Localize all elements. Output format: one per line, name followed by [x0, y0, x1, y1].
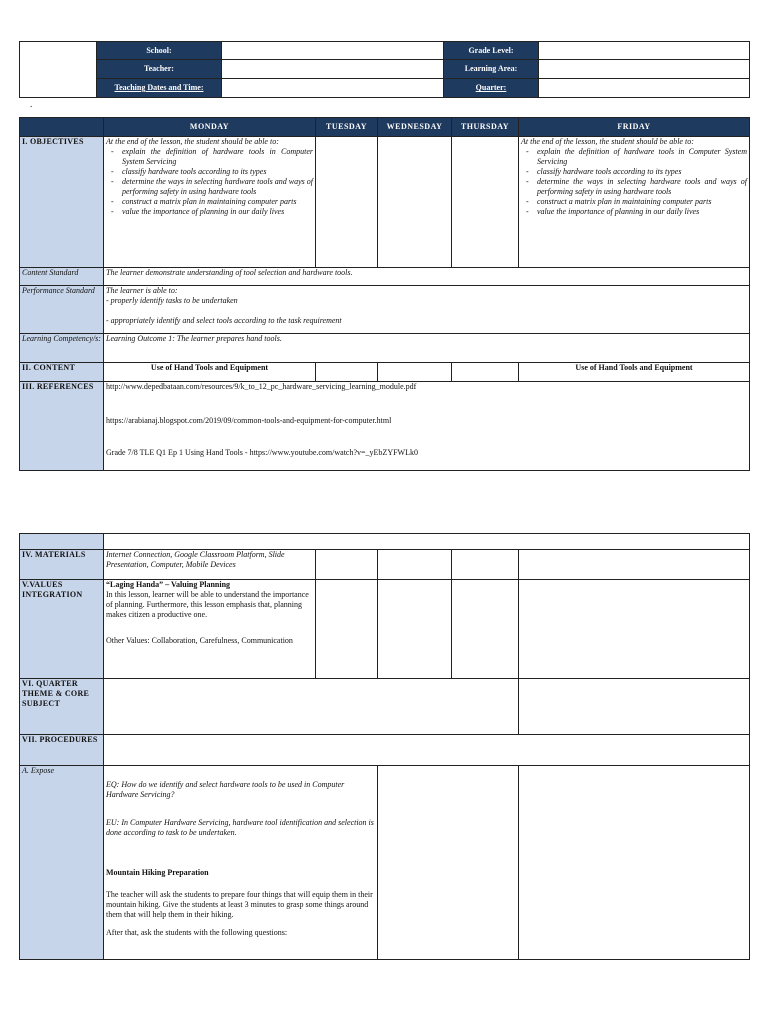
expose-friday [519, 766, 750, 960]
expose-wed-thu [378, 766, 519, 960]
teaching-dates-field[interactable] [222, 79, 444, 98]
day-monday: MONDAY [104, 118, 316, 137]
teaching-dates-label: Teaching Dates and Time: [97, 79, 222, 98]
header-logo-cell [20, 42, 97, 98]
reference-link-1[interactable]: http://www.depedbataan.com/resources/9/k_to_12_pc_hardware_servicing_learning_module.pdf [106, 382, 417, 391]
list-item: - value the importance of planning in our daily lives [537, 207, 747, 217]
content-thursday [452, 363, 519, 382]
expose-activity-body: The teacher will ask the students to prepare four things that will equip them in their mountain hiking. Give the students at least 3 minutes to grasp some things around them that will help them in their hiking. [106, 890, 373, 919]
day-friday: FRIDAY [519, 118, 750, 137]
teacher-field[interactable] [222, 60, 444, 79]
list-item: - determine the ways in selecting hardware tools and ways of performing safety in using hardware tools [122, 177, 313, 197]
values-friday [519, 580, 750, 679]
performance-line-3: - appropriately identify and select tools according to the task requirement [106, 316, 342, 325]
objectives-label: I. OBJECTIVES [20, 137, 104, 268]
references-text [104, 382, 750, 471]
header-table [19, 41, 750, 98]
content-monday: Use of Hand Tools and Equipment [104, 363, 316, 382]
content-friday: Use of Hand Tools and Equipment [519, 363, 750, 382]
quarter-theme-friday [519, 679, 750, 735]
list-item: - value the importance of planning in our daily lives [122, 207, 313, 217]
quarter-theme-mon-thu [104, 679, 519, 735]
lesson-plan-table-1 [19, 117, 750, 471]
expose-eu: EU: In Computer Hardware Servicing, hardware tool identification and selection is done according to task to be undertaken. [106, 818, 374, 837]
stray-dot: . [30, 99, 33, 109]
performance-line-1: The learner is able to: [106, 286, 178, 295]
learning-competency-label: Learning Competency/s: [20, 334, 104, 363]
blank-row [104, 534, 750, 550]
list-item: - classify hardware tools according to its types [537, 167, 747, 177]
day-tuesday: TUESDAY [316, 118, 378, 137]
materials-tuesday [316, 550, 378, 580]
learning-area-field[interactable] [539, 60, 750, 79]
objectives-intro: At the end of the lesson, the student should be able to: [106, 137, 279, 146]
performance-standard-label: Performance Standard [20, 286, 104, 334]
expose-activity-title: Mountain Hiking Preparation [106, 868, 209, 877]
materials-friday [519, 550, 750, 580]
list-item: - explain the definition of hardware tools in Computer System Servicing [537, 147, 747, 167]
expose-monday [104, 766, 378, 960]
performance-standard-text [104, 286, 750, 334]
quarter-label: Quarter: [444, 79, 539, 98]
grade-level-label: Grade Level: [444, 42, 539, 60]
objectives-intro-friday: At the end of the lesson, the student should be able to: [521, 137, 694, 146]
values-other: Other Values: Collaboration, Carefulness, Communication [106, 636, 293, 645]
values-wednesday [378, 580, 452, 679]
materials-monday: Internet Connection, Google Classroom Platform, Slide Presentation, Computer, Mobile Devices [104, 550, 316, 580]
objectives-wednesday [378, 137, 452, 268]
reference-link-3[interactable]: Grade 7/8 TLE Q1 Ep 1 Using Hand Tools - https://www.youtube.com/watch?v=_yEbZYFWLk0 [106, 448, 418, 457]
grade-level-field[interactable] [539, 42, 750, 60]
quarter-field[interactable] [539, 79, 750, 98]
values-monday [104, 580, 316, 679]
learning-competency-text: Learning Outcome 1: The learner prepares hand tools. [104, 334, 750, 363]
references-label: III. REFERENCES [20, 382, 104, 471]
materials-label: IV. MATERIALS [20, 550, 104, 580]
school-field[interactable] [222, 42, 444, 60]
procedures-row [104, 735, 750, 766]
materials-thursday [452, 550, 519, 580]
list-item: - construct a matrix plan in maintaining computer parts [122, 197, 313, 207]
procedures-label: VII. PROCEDURES [20, 735, 104, 766]
objectives-friday-list [521, 147, 747, 217]
values-tuesday [316, 580, 378, 679]
day-thursday: THURSDAY [452, 118, 519, 137]
quarter-theme-label: VI. QUARTER THEME & CORE SUBJECT [20, 679, 104, 735]
objectives-tuesday [316, 137, 378, 268]
teacher-label: Teacher: [97, 60, 222, 79]
values-title: “Laging Handa” – Valuing Planning [106, 580, 231, 589]
day-wednesday: WEDNESDAY [378, 118, 452, 137]
list-item: - explain the definition of hardware tools in Computer System Servicing [122, 147, 313, 167]
materials-wednesday [378, 550, 452, 580]
reference-link-2[interactable]: https://arabianaj.blogspot.com/2019/09/common-tools-and-equipment-for-computer.html [106, 416, 392, 425]
content-label: II. CONTENT [20, 363, 104, 382]
objectives-monday-list [106, 147, 313, 217]
blank-label-cell [20, 534, 104, 550]
list-item: - construct a matrix plan in maintaining computer parts [537, 197, 747, 207]
performance-line-2: - properly identify tasks to be undertaken [106, 296, 238, 305]
expose-eq: EQ: How do we identify and select hardware tools to be used in Computer Hardware Servicing? [106, 780, 345, 799]
values-label: V.VALUES INTEGRATION [20, 580, 104, 679]
lesson-plan-table-2 [19, 533, 750, 960]
school-label: School: [97, 42, 222, 60]
values-thursday [452, 580, 519, 679]
expose-after: After that, ask the students with the following questions: [106, 928, 288, 937]
content-standard-label: Content Standard [20, 268, 104, 286]
content-standard-text: The learner demonstrate understanding of tool selection and hardware tools. [104, 268, 750, 286]
learning-area-label: Learning Area: [444, 60, 539, 79]
objectives-friday [519, 137, 750, 268]
values-body: In this lesson, learner will be able to understand the importance of planning. Furthermore, this lesson emphasis that, planning makes citizen a productive one. [106, 590, 309, 619]
list-item: - determine the ways in selecting hardware tools and ways of performing safety in using hardware tools [537, 177, 747, 197]
content-wednesday [378, 363, 452, 382]
objectives-monday [104, 137, 316, 268]
objectives-thursday [452, 137, 519, 268]
corner-cell [20, 118, 104, 137]
list-item: - classify hardware tools according to its types [122, 167, 313, 177]
expose-label: A. Expose [20, 766, 104, 960]
content-tuesday [316, 363, 378, 382]
